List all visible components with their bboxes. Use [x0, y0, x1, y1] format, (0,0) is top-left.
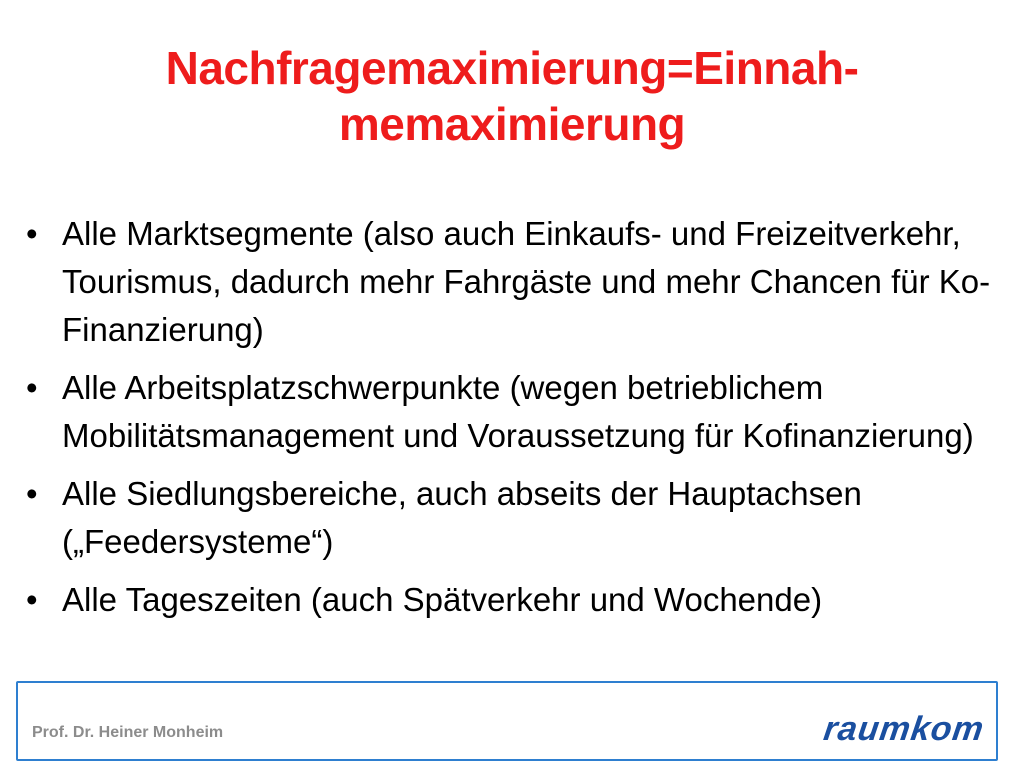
bullet-marker: •: [26, 581, 38, 618]
bullet-marker: •: [26, 369, 38, 406]
slide-title-line-2: memaximierung: [338, 98, 686, 150]
bullet-item-market-segments: [26, 210, 1006, 354]
bullet-text: Alle Siedlungsbereiche, auch abseits der Hauptachsen („Feedersysteme“): [62, 475, 862, 560]
slide-title-line-1: Nachfragemaximierung=Einnah-: [165, 42, 859, 94]
raumkom-logo: raumkom: [821, 710, 987, 748]
bullet-marker: •: [26, 475, 38, 512]
bullet-item-times-of-day: [26, 576, 1006, 624]
bullet-item-workplace-hubs: [26, 364, 1006, 460]
bullet-text: Alle Marktsegmente (also auch Einkaufs- und Freizeitverkehr, Tourismus, dadurch mehr Fahrgäste und mehr Chancen für Ko-Finanzierung): [62, 215, 991, 348]
bullet-text: Alle Tageszeiten (auch Spätverkehr und Wochende): [62, 581, 823, 618]
bullet-item-settlement-areas: [26, 470, 1006, 566]
slide-title: [40, 40, 984, 152]
author-name: Prof. Dr. Heiner Monheim: [32, 724, 224, 741]
bullet-text: Alle Arbeitsplatzschwerpunkte (wegen betrieblichem Mobilitätsmanagement und Voraussetzung für Kofinanzierung): [62, 369, 974, 454]
footer-box: [16, 681, 998, 761]
bullet-list: [26, 210, 1006, 634]
bullet-marker: •: [26, 215, 38, 252]
